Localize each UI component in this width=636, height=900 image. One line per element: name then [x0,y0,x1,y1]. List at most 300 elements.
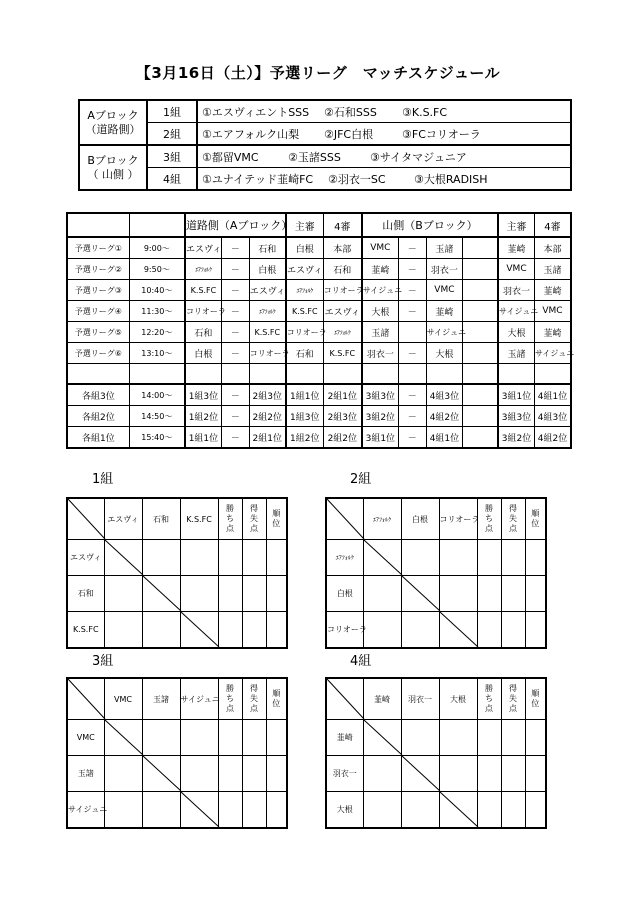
result-cell [104,756,142,792]
versus-mark: － [398,237,426,259]
fourth-official-team: 石和 [323,259,362,280]
group-name: 1組 [147,100,197,123]
versus-mark: － [398,301,426,322]
result-cell [180,576,218,612]
rank-column-header [525,678,546,720]
diagonal-line [143,756,181,791]
rank-column-header-text: 順位 [272,689,281,708]
standing-cell [218,756,242,792]
team-name: ③FCコリオーラ [402,127,481,141]
standing-cell [501,792,525,829]
referee-team: 大根 [498,322,534,343]
group-label-1: 1組 [92,472,114,487]
round-robin-row [67,576,287,612]
wins-column-header [218,498,242,540]
standing-cell [218,540,242,576]
group-label-4: 4組 [350,654,372,669]
corner-cell [67,498,104,540]
round-robin-row [67,756,287,792]
blank-cell [426,364,462,385]
round-robin-table [325,497,547,649]
column-team-name: 石和 [142,498,180,540]
round-robin-table [66,497,288,649]
kickoff-time: 10:40～ [129,280,185,301]
round-robin-row [67,792,287,829]
standing-cell [266,540,287,576]
standing-cell [242,792,266,829]
column-team-name: コリオーラ [439,498,477,540]
diagonal-cell [439,792,477,829]
round-robin-header-row [326,498,546,540]
kickoff-time: 14:50～ [129,406,185,427]
fourth-official-team: 4組3位 [534,406,571,427]
diagonal-cell [439,612,477,649]
goal-difference-header-text: 得失点 [250,504,258,533]
diagonal-line [440,792,478,827]
diagonal-line [327,499,364,539]
home-team: 1組2位 [185,406,221,427]
referee-header: 主審 [286,213,324,237]
team-name: ③大根RADISH [414,172,488,186]
match-label: 予選リーグ① [67,237,129,259]
round-robin-row [67,720,287,756]
blank-cell [286,364,324,385]
standing-cell [501,576,525,612]
group-label-2: 2組 [350,472,372,487]
result-cell [439,756,477,792]
away-team: 2組3位 [249,384,285,406]
block-name-cell [79,145,147,190]
diagonal-cell [104,540,142,576]
standing-cell [242,720,266,756]
team-name: ①ユナイテッド韮崎FC [202,172,314,186]
blank-cell [463,237,498,259]
blank-cell [463,301,498,322]
column-team-name: VMC [104,678,142,720]
versus-mark: － [221,343,249,364]
standing-cell [242,576,266,612]
result-cell [363,576,401,612]
blank-cell [398,364,426,385]
standing-cell [501,612,525,649]
corner-cell [67,678,104,720]
blank-cell [129,213,185,237]
referee-team: K.S.FC [286,301,324,322]
home-team: 石和 [185,322,221,343]
schedule-row [67,384,571,406]
round-robin-row [326,756,546,792]
round-robin-table [325,677,547,829]
home-team: 韮崎 [362,259,398,280]
referee-team: VMC [498,259,534,280]
match-label: 予選リーグ② [67,259,129,280]
away-team: 白根 [249,259,285,280]
referee-team: 白根 [286,237,324,259]
standing-cell [266,756,287,792]
blank-cell [463,322,498,343]
row-team-name: ｴｱﾌｫﾙｸ [326,540,363,576]
goal-difference-header-text: 得失点 [250,684,258,713]
versus-mark: － [221,406,249,427]
versus-mark: － [398,343,426,364]
referee-team: 3組3位 [498,406,534,427]
diagonal-cell [104,720,142,756]
standing-cell [501,720,525,756]
result-cell [142,612,180,649]
standing-cell [525,720,546,756]
diagonal-cell [401,576,439,612]
referee-team: 1組1位 [286,384,324,406]
column-team-name: 韮崎 [363,678,401,720]
row-team-name: 石和 [67,576,104,612]
round-robin-row [326,720,546,756]
versus-mark [398,322,426,343]
fourth-official-team: K.S.FC [323,343,362,364]
result-cell [401,540,439,576]
wins-column-header [477,678,501,720]
page-title: 【3月16日（土）】予選リーグ マッチスケジュール [135,64,501,82]
standing-cell [266,612,287,649]
standing-cell [218,792,242,829]
referee-team: 玉諸 [498,343,534,364]
versus-mark: － [221,280,249,301]
row-team-name: サイジュニ [67,792,104,829]
versus-mark: － [221,322,249,343]
result-cell [439,720,477,756]
versus-mark: － [398,406,426,427]
blank-cell [221,364,249,385]
home-team: ｴｱﾌｫﾙｸ [185,259,221,280]
schedule-row [67,301,571,322]
away-team: 大根 [426,343,462,364]
diagonal-cell [142,576,180,612]
team-name: ②玉諸SSS [288,150,341,164]
diagonal-line [105,720,143,755]
versus-mark: － [221,237,249,259]
home-team: サイジュニ [362,280,398,301]
group-teams [197,145,571,168]
diagonal-cell [401,756,439,792]
result-cell [401,720,439,756]
diagonal-line [364,540,402,575]
schedule-header-row [67,213,571,237]
column-team-name: ｴｱﾌｫﾙｸ [363,498,401,540]
home-team: 玉諸 [362,322,398,343]
referee-header: 主審 [498,213,534,237]
match-label: 予選リーグ⑥ [67,343,129,364]
round-robin-table [66,677,288,829]
versus-mark: － [221,301,249,322]
standing-cell [218,720,242,756]
home-team: コリオーラ [185,301,221,322]
referee-team: 石和 [286,343,324,364]
standing-cell [477,792,501,829]
group-label-3: 3組 [92,654,114,669]
diagonal-cell [142,756,180,792]
round-robin-header-row [67,498,287,540]
team-name: ③サイタマジュニア [370,150,467,164]
away-team: 玉諸 [426,237,462,259]
blank-cell [498,364,534,385]
standing-cell [242,612,266,649]
block-assignment-table [78,99,572,191]
versus-mark: － [221,384,249,406]
referee-team: ｴｱﾌｫﾙｸ [286,280,324,301]
result-cell [142,540,180,576]
rank-column-header-text: 順位 [531,689,540,708]
standing-cell [525,540,546,576]
result-cell [142,720,180,756]
kickoff-time: 15:40～ [129,427,185,449]
team-name: ①エスヴィエントSSS [202,105,310,119]
row-team-name: VMC [67,720,104,756]
versus-mark: － [398,384,426,406]
diagonal-line [68,679,105,719]
round-robin-row [67,540,287,576]
blank-cell [362,364,398,385]
team-name: ②石和SSS [324,105,377,119]
team-name: ①エアフォルク山梨 [202,127,300,141]
fourth-official-team: VMC [534,301,571,322]
rank-column-header [266,498,287,540]
standing-cell [525,576,546,612]
result-cell [439,576,477,612]
blank-cell [185,364,221,385]
standing-cell [477,612,501,649]
diagonal-cell [180,792,218,829]
team-name: ②羽衣一SC [328,172,386,186]
group-teams [197,168,571,191]
home-team: VMC [362,237,398,259]
home-team: 白根 [185,343,221,364]
round-robin-row [67,612,287,649]
blank-cell [534,364,571,385]
block-name: Aブロック [87,108,139,122]
standing-cell [501,756,525,792]
team-name: ③K.S.FC [402,105,448,119]
standing-cell [477,540,501,576]
away-team: 石和 [249,237,285,259]
blank-cell [463,406,498,427]
round-robin-row [326,612,546,649]
goal-difference-header-text: 得失点 [509,684,517,713]
fourth-official-team: 4組2位 [534,427,571,449]
fourth-official-team: 4組1位 [534,384,571,406]
group-name: 3組 [147,145,197,168]
team-name: ②JFC白根 [324,127,374,141]
result-cell [104,576,142,612]
diagonal-line [143,576,181,611]
column-team-name: サイジュニ [180,678,218,720]
standing-cell [218,576,242,612]
kickoff-time: 9:00～ [129,237,185,259]
group-teams [197,100,571,123]
row-team-name: 大根 [326,792,363,829]
diagonal-line [440,612,478,647]
match-label: 予選リーグ③ [67,280,129,301]
row-team-name: 玉諸 [67,756,104,792]
away-team: サイジュニ [426,322,462,343]
group-name: 4組 [147,168,197,191]
result-cell [401,792,439,829]
versus-mark: － [398,427,426,449]
schedule-row [67,237,571,259]
fourth-official-team: 韮崎 [534,280,571,301]
row-team-name: エスヴィ [67,540,104,576]
group-row [79,123,571,146]
round-robin-row [326,576,546,612]
home-team: K.S.FC [185,280,221,301]
match-label: 予選リーグ⑤ [67,322,129,343]
column-team-name: 白根 [401,498,439,540]
result-cell [104,792,142,829]
away-team: 韮崎 [426,301,462,322]
result-cell [180,540,218,576]
goal-difference-header [242,498,266,540]
blank-cell [129,364,185,385]
fourth-official-header: 4審 [534,213,571,237]
away-team: コリオーラ [249,343,285,364]
block-name-cell [79,100,147,145]
wins-column-header [218,678,242,720]
round-robin-row [326,792,546,829]
row-team-name: 韮崎 [326,720,363,756]
schedule-row [67,280,571,301]
standing-cell [266,576,287,612]
versus-mark: － [398,259,426,280]
referee-team: 韮崎 [498,237,534,259]
result-cell [401,612,439,649]
fourth-official-team: エスヴィ [323,301,362,322]
fourth-official-team: 韮崎 [534,322,571,343]
diagonal-line [181,792,219,827]
blank-cell [463,259,498,280]
versus-mark: － [221,427,249,449]
diagonal-line [402,756,440,791]
away-team: 4組2位 [426,406,462,427]
fourth-official-team: 玉諸 [534,259,571,280]
row-team-name: コリオーラ [326,612,363,649]
row-team-name: K.S.FC [67,612,104,649]
spacer-row [67,364,571,385]
standing-cell [525,756,546,792]
corner-cell [326,678,363,720]
kickoff-time: 14:00～ [129,384,185,406]
column-team-name: 羽衣一 [401,678,439,720]
row-team-name: 白根 [326,576,363,612]
versus-mark: － [398,280,426,301]
rank-column-header-text: 順位 [272,509,281,528]
diagonal-line [181,612,219,647]
referee-team: サイジュニ [498,301,534,322]
blank-cell [67,213,129,237]
blank-cell [323,364,362,385]
away-team: 2組1位 [249,427,285,449]
group-name: 2組 [147,123,197,146]
away-team: ｴｱﾌｫﾙｸ [249,301,285,322]
blank-cell [463,364,498,385]
result-cell [142,792,180,829]
standing-cell [218,612,242,649]
fourth-official-team: 2組2位 [323,427,362,449]
column-team-name: 玉諸 [142,678,180,720]
blank-cell [463,280,498,301]
home-team: 1組1位 [185,427,221,449]
standing-cell [242,756,266,792]
away-team: K.S.FC [249,322,285,343]
wins-column-header [477,498,501,540]
home-team: 3組1位 [362,427,398,449]
fourth-official-team: 2組1位 [323,384,362,406]
schedule-row [67,406,571,427]
standing-cell [525,792,546,829]
group-row [79,100,571,123]
diagonal-line [68,499,105,539]
blank-cell [67,364,129,385]
schedule-row [67,427,571,449]
kickoff-time: 13:10～ [129,343,185,364]
goal-difference-header [501,678,525,720]
away-team: エスヴィ [249,280,285,301]
match-label: 予選リーグ④ [67,301,129,322]
match-label: 各組1位 [67,427,129,449]
diagonal-line [364,720,402,755]
result-cell [363,792,401,829]
diagonal-cell [180,612,218,649]
blank-cell [463,343,498,364]
wins-column-header-text: 勝ち点 [226,504,234,533]
block-side: （ 山側 ） [87,167,139,181]
referee-team: 1組2位 [286,427,324,449]
result-cell [104,612,142,649]
block-name: Bブロック [87,153,139,167]
schedule-row [67,259,571,280]
goal-difference-header [501,498,525,540]
referee-team: 3組1位 [498,384,534,406]
rank-column-header-text: 順位 [531,509,540,528]
referee-team: コリオーラ [286,322,324,343]
referee-team: 1組3位 [286,406,324,427]
fourth-official-team: 本部 [323,237,362,259]
home-team: エスヴィ [185,237,221,259]
wins-column-header-text: 勝ち点 [485,504,493,533]
standing-cell [501,540,525,576]
fourth-official-team: コリオーラ [323,280,362,301]
fourth-official-team: 本部 [534,237,571,259]
away-team: VMC [426,280,462,301]
standing-cell [477,756,501,792]
wins-column-header-text: 勝ち点 [226,684,234,713]
column-team-name: エスヴィ [104,498,142,540]
fourth-official-header: 4審 [323,213,362,237]
result-cell [180,720,218,756]
column-team-name: 大根 [439,678,477,720]
home-team: 3組2位 [362,406,398,427]
match-schedule-table [66,212,575,449]
match-label: 各組2位 [67,406,129,427]
kickoff-time: 12:20～ [129,322,185,343]
group-teams [197,123,571,146]
schedule-row [67,343,571,364]
away-team: 4組1位 [426,427,462,449]
block-side: （道路側） [85,122,141,136]
diagonal-cell [363,720,401,756]
diagonal-line [327,679,364,719]
diagonal-line [105,540,143,575]
column-team-name: K.S.FC [180,498,218,540]
result-cell [363,612,401,649]
blank-cell [463,427,498,449]
